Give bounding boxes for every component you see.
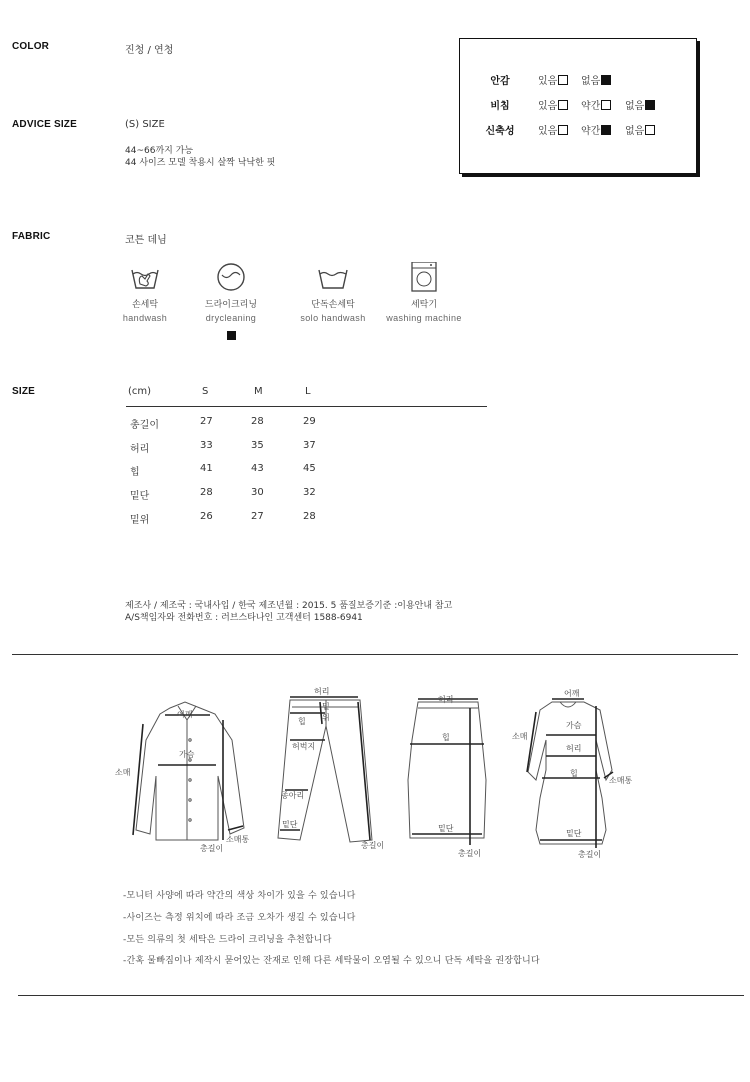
note-item: -모든 의류의 첫 세탁은 드라이 크리닝을 추천합니다 [123, 935, 332, 945]
feel-option: 약간 [581, 97, 611, 112]
note-item: -모니터 사양에 따라 약간의 색상 차이가 있을 수 있습니다 [123, 891, 356, 901]
size-col-header: M [254, 386, 263, 397]
label-waist: 허리 [438, 695, 454, 704]
checkbox-filled-icon [601, 75, 611, 85]
label-shoulder: 어깨 [177, 710, 193, 719]
checkbox-empty-icon [645, 125, 655, 135]
advice-size-value: (S) SIZE [125, 119, 165, 130]
divider [18, 995, 744, 996]
feel-name: 안감 [490, 76, 510, 87]
label-length: 총길이 [200, 844, 224, 853]
size-col-header: S [202, 386, 209, 397]
checkbox-filled-icon [601, 125, 611, 135]
divider [12, 654, 738, 655]
care-label-en: solo handwash [300, 313, 366, 323]
feel-option: 있음 [538, 97, 568, 112]
size-label: SIZE [12, 386, 36, 397]
label-rise: 위 [322, 713, 330, 722]
care-label-ko: 손세탁 [131, 300, 159, 310]
color-label: COLOR [12, 41, 50, 52]
label-sleeve: 소매 [115, 768, 131, 777]
care-label-en: washing machine [386, 313, 462, 323]
handwash-icon [128, 262, 162, 292]
label-hem: 밑단 [566, 829, 582, 838]
care-item-washing-machine [379, 262, 469, 323]
feel-option: 약간 [581, 122, 611, 137]
label-cuff: 소매통 [226, 835, 250, 844]
note-item: -사이즈는 측정 위치에 따라 조금 오차가 생길 수 있습니다 [123, 913, 356, 923]
fabric-value: 코튼 데님 [125, 235, 167, 246]
label-hip: 힙 [570, 769, 578, 778]
skirt-diagram-icon [408, 702, 486, 838]
fabric-label: FABRIC [12, 231, 51, 242]
advice-size-label: ADVICE SIZE [12, 119, 77, 130]
feel-option: 있음 [538, 122, 568, 137]
measurement-diagrams [0, 680, 750, 865]
selected-marker-icon [227, 331, 236, 340]
label-hip: 힙 [442, 733, 450, 742]
checkbox-filled-icon [645, 100, 655, 110]
fabric-feel-panel [459, 38, 697, 174]
solo-handwash-icon [316, 262, 350, 292]
label-length: 총길이 [458, 849, 482, 858]
label-waist: 허리 [566, 744, 582, 753]
label-thigh: 허벅지 [292, 742, 316, 751]
care-item-drycleaning [186, 262, 276, 340]
feel-row-lining [460, 72, 696, 86]
feel-option: 있음 [538, 72, 568, 87]
color-value: 진청 / 연청 [125, 45, 174, 56]
feel-name: 신축성 [485, 126, 515, 137]
drycleaning-icon [214, 262, 248, 292]
advice-size-note: 44~66까지 가능 [125, 146, 194, 156]
feel-option: 없음 [581, 72, 611, 87]
label-chest: 가슴 [179, 750, 195, 759]
label-waist: 허리 [314, 687, 330, 696]
feel-row-sheerness [460, 97, 696, 111]
feel-option: 없음 [625, 97, 655, 112]
label-shoulder: 어깨 [564, 689, 580, 698]
care-item-solo-handwash [288, 262, 378, 323]
care-label-en: handwash [122, 313, 168, 323]
checkbox-empty-icon [558, 125, 568, 135]
label-hem: 밑단 [438, 824, 454, 833]
care-label-en: drycleaning [205, 313, 257, 323]
advice-size-note: 44 사이즈 모델 착용시 살짝 낙낙한 핏 [125, 158, 276, 168]
maker-info: 제조사 / 제조국 : 국내사입 / 한국 제조년월 : 2015. 5 품질보증기준 :이용안내 참고 [125, 601, 453, 611]
feel-name: 비침 [490, 101, 510, 112]
label-cuff: 소매통 [609, 776, 633, 785]
care-label-ko: 단독손세탁 [311, 300, 355, 310]
divider [126, 406, 487, 407]
feel-row-stretch [460, 122, 696, 136]
label-length: 총길이 [361, 841, 385, 850]
as-info: A/S책임자와 전화번호 : 러브스타나인 고객센터 1588-6941 [125, 613, 363, 623]
label-sleeve: 소매 [512, 732, 528, 741]
care-item-handwash [100, 262, 190, 323]
checkbox-empty-icon [601, 100, 611, 110]
shirt-diagram-icon [136, 702, 244, 840]
label-rise: 밑 [322, 702, 330, 711]
care-label-ko: 세탁기 [410, 300, 438, 310]
label-hip: 힙 [298, 717, 306, 726]
size-col-header: L [305, 386, 311, 397]
label-hem: 밑단 [282, 820, 298, 829]
washing-machine-icon [407, 262, 441, 292]
care-label-ko: 드라이크리닝 [204, 300, 258, 310]
checkbox-empty-icon [558, 100, 568, 110]
feel-option: 없음 [625, 122, 655, 137]
label-chest: 가슴 [566, 721, 582, 730]
label-knee: 종아리 [281, 791, 305, 800]
label-length: 총길이 [578, 850, 602, 859]
size-unit: (cm) [128, 386, 152, 397]
note-item: -간혹 물빠짐이나 제작시 묻어있는 잔재로 인해 다른 세탁물이 오염될 수 있으니 단독 세탁을 권장합니다 [123, 956, 540, 966]
checkbox-empty-icon [558, 75, 568, 85]
